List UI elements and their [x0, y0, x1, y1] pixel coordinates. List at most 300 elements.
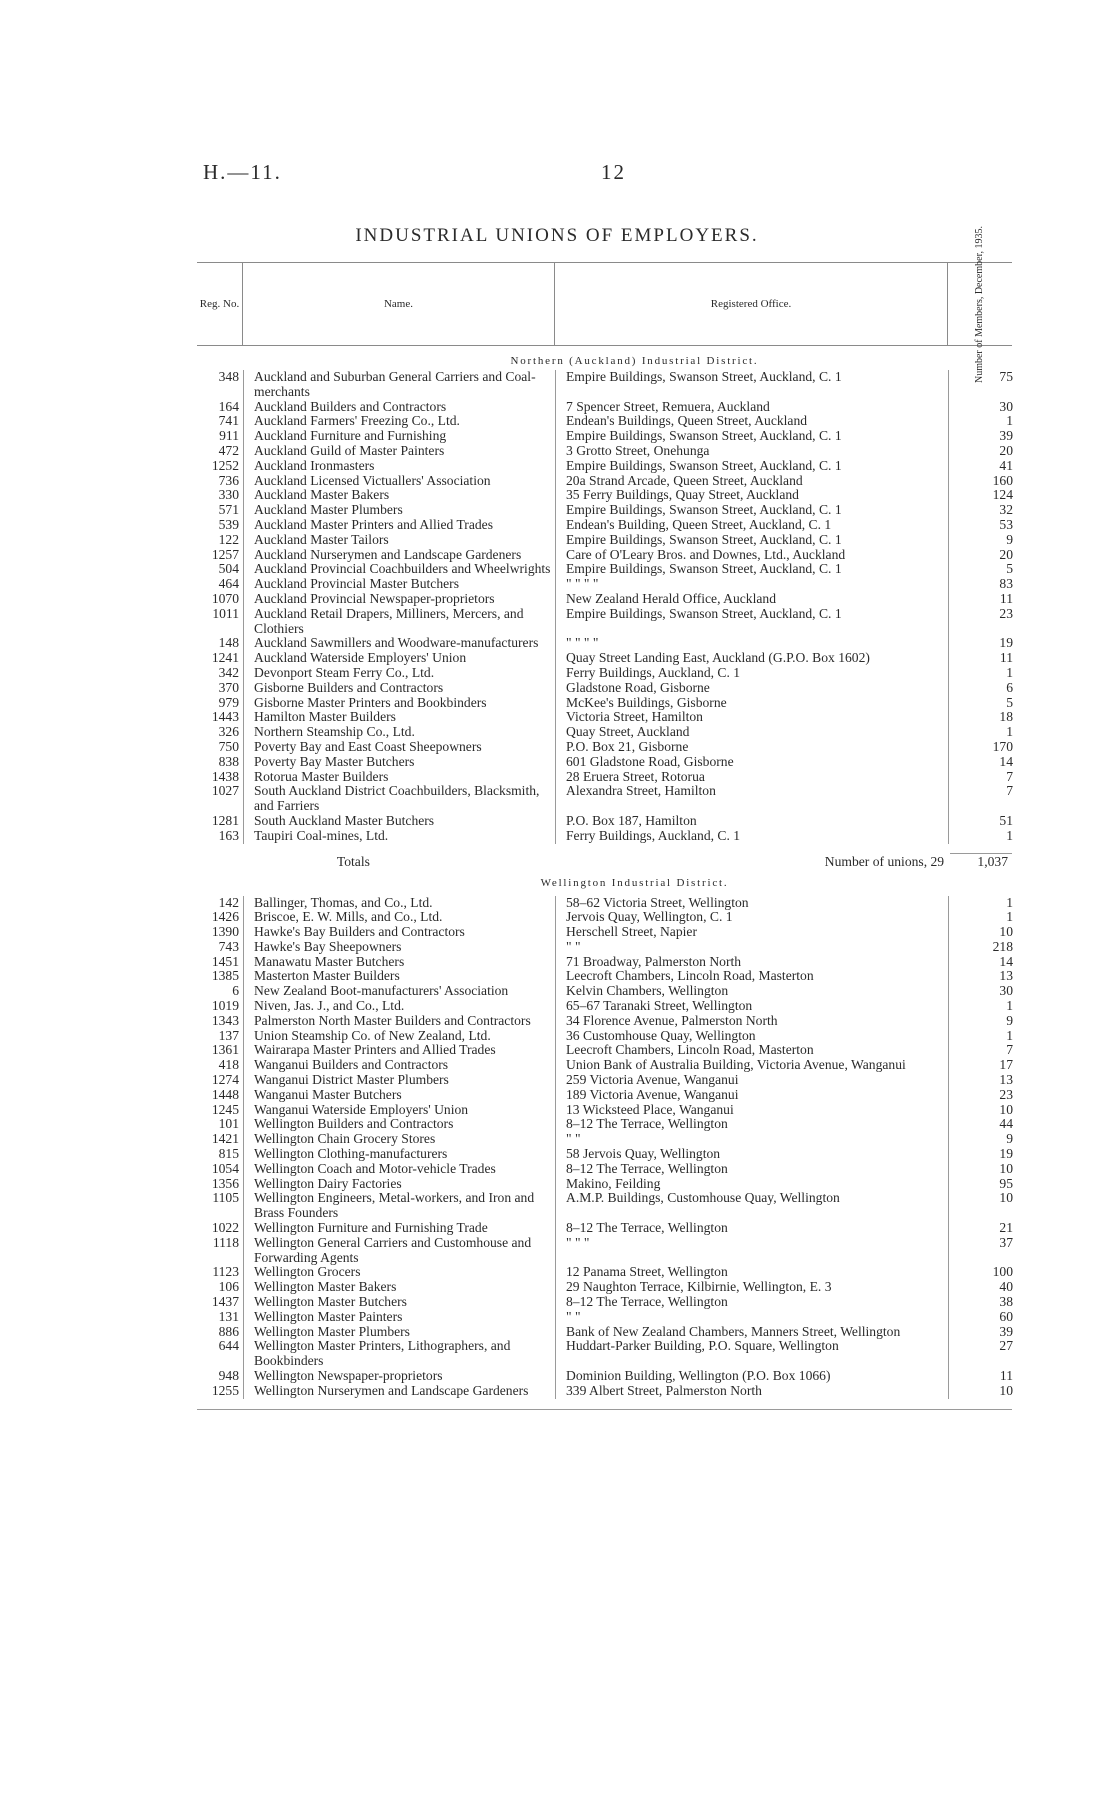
office-cell: New Zealand Herald Office, Auckland	[566, 590, 776, 606]
members-cell: 51	[999, 812, 1013, 828]
members-cell: 124	[992, 487, 1013, 503]
reg-cell: 750	[218, 738, 239, 754]
members-cell: 100	[992, 1264, 1013, 1280]
office-cell: Ferry Buildings, Auckland, C. 1	[566, 664, 741, 680]
reg-cell: 1437	[211, 1294, 239, 1310]
office-cell: Jervois Quay, Wellington, C. 1	[566, 909, 733, 925]
office-cell: Quay Street, Auckland	[566, 724, 690, 740]
reg-cell: 164	[218, 398, 239, 414]
members-cell: 10	[999, 1382, 1013, 1398]
table-row	[197, 1088, 1012, 1103]
table-row	[197, 1310, 1012, 1325]
reg-cell: 1257	[211, 546, 239, 562]
members-cell: 75	[999, 369, 1013, 384]
reg-cell: 1356	[211, 1175, 239, 1191]
name-cell: Auckland Sawmillers and Woodware-manufacturers	[254, 635, 539, 651]
reg-cell: 326	[218, 724, 239, 740]
table-row	[197, 1014, 1012, 1029]
office-cell: 189 Victoria Avenue, Wanganui	[566, 1086, 739, 1102]
office-cell: Alexandra Street, Hamilton	[566, 783, 716, 799]
members-cell: 39	[999, 1323, 1013, 1339]
name-cell: Wellington Builders and Contractors	[254, 1116, 454, 1132]
reg-cell: 472	[218, 442, 239, 458]
name-cell: Auckland Waterside Employers' Union	[254, 650, 467, 666]
table-row	[197, 710, 1012, 725]
table-row	[197, 1339, 1012, 1369]
table-row	[197, 1132, 1012, 1147]
name-cell: Wellington Master Butchers	[254, 1294, 407, 1310]
name-cell: Auckland Ironmasters	[254, 457, 375, 473]
reg-cell: 1390	[211, 924, 239, 940]
reg-cell: 1022	[211, 1220, 239, 1236]
table-row	[197, 429, 1012, 444]
table-row	[197, 896, 1012, 911]
office-cell: 58–62 Victoria Street, Wellington	[566, 894, 749, 910]
table-row	[197, 910, 1012, 925]
table-row	[197, 592, 1012, 607]
reg-cell: 137	[218, 1027, 239, 1043]
reg-cell: 1255	[211, 1382, 239, 1398]
table-row	[197, 1177, 1012, 1192]
reg-cell: 1019	[211, 998, 239, 1014]
reg-cell: 106	[218, 1279, 239, 1295]
table-row	[197, 1384, 1012, 1399]
office-cell: Empire Buildings, Swanson Street, Auckland, C. 1	[566, 561, 842, 577]
reg-cell: 1011	[212, 605, 239, 621]
office-cell: Huddart-Parker Building, P.O. Square, Wellington	[566, 1338, 839, 1354]
members-cell: 60	[999, 1308, 1013, 1324]
members-cell: 20	[999, 442, 1013, 458]
name-cell: Poverty Bay and East Coast Sheepowners	[254, 738, 482, 754]
office-cell: 259 Victoria Avenue, Wanganui	[566, 1072, 739, 1088]
reg-cell: 504	[218, 561, 239, 577]
table-row	[197, 503, 1012, 518]
reg-cell: 418	[218, 1057, 239, 1073]
name-cell: Wairarapa Master Printers and Allied Trades	[254, 1042, 496, 1058]
members-cell: 83	[999, 576, 1013, 592]
members-cell: 1	[1006, 894, 1013, 910]
name-cell: Auckland Master Bakers	[254, 487, 390, 503]
office-cell: Empire Buildings, Swanson Street, Auckland, C. 1	[566, 428, 842, 444]
office-cell: 29 Naughton Terrace, Kilbirnie, Wellington, E. 3	[566, 1279, 832, 1295]
name-cell: Wellington Chain Grocery Stores	[254, 1131, 436, 1147]
table-row	[197, 474, 1012, 489]
name-cell: Northern Steamship Co., Ltd.	[254, 724, 415, 740]
members-cell: 23	[999, 1086, 1013, 1102]
name-cell: Manawatu Master Butchers	[254, 953, 405, 969]
members-cell: 7	[1006, 783, 1013, 799]
office-cell: 36 Customhouse Quay, Wellington	[566, 1027, 756, 1043]
members-cell: 17	[999, 1057, 1013, 1073]
members-cell: 1	[1006, 909, 1013, 925]
reg-cell: 571	[218, 502, 239, 518]
reg-cell: 1105	[212, 1190, 239, 1206]
members-cell: 9	[1006, 1131, 1013, 1147]
members-cell: 53	[999, 516, 1013, 532]
table-row	[197, 1058, 1012, 1073]
members-cell: 13	[999, 968, 1013, 984]
office-cell: Makino, Feilding	[566, 1175, 661, 1191]
office-cell: 7 Spencer Street, Remuera, Auckland	[566, 398, 770, 414]
members-cell: 218	[992, 938, 1013, 954]
office-cell: Union Bank of Australia Building, Victoria Avenue, Wanganui	[566, 1057, 906, 1073]
name-cell: Auckland Provincial Newspaper-proprietors	[254, 590, 495, 606]
reg-cell: 1118	[212, 1234, 239, 1250]
name-cell: Wellington Nurserymen and Landscape Gardeners	[254, 1382, 529, 1398]
table-bottom-rule	[197, 1399, 1012, 1410]
reg-cell: 539	[218, 516, 239, 532]
totals-label: Totals	[336, 853, 370, 869]
table-row	[197, 459, 1012, 474]
office-cell: Empire Buildings, Swanson Street, Auckland, C. 1	[566, 369, 842, 384]
name-cell: Devonport Steam Ferry Co., Ltd.	[254, 664, 435, 680]
table-row	[197, 1073, 1012, 1088]
office-cell: McKee's Buildings, Gisborne	[566, 694, 727, 710]
reg-cell: 148	[218, 635, 239, 651]
office-cell: 58 Jervois Quay, Wellington	[566, 1146, 721, 1162]
office-cell: Ferry Buildings, Auckland, C. 1	[566, 827, 741, 843]
office-cell: " "	[566, 938, 581, 954]
table-row	[197, 518, 1012, 533]
page-number: 12	[601, 160, 626, 184]
name-cell: Wellington General Carriers and Customhouse and Forwarding Agents	[254, 1234, 532, 1265]
reg-cell: 1245	[211, 1101, 239, 1117]
office-cell: Endean's Buildings, Queen Street, Auckland	[566, 413, 808, 429]
reg-cell: 1421	[211, 1131, 239, 1147]
table-row	[197, 1369, 1012, 1384]
table-row	[197, 1191, 1012, 1221]
reg-cell: 1054	[211, 1160, 239, 1176]
table-row	[197, 533, 1012, 548]
page-header	[0, 160, 1114, 190]
district-heading-wellington: Wellington Industrial District.	[540, 876, 729, 889]
reg-cell: 979	[218, 694, 239, 710]
table-row	[197, 577, 1012, 592]
members-cell: 40	[999, 1279, 1013, 1295]
members-cell: 5	[1006, 561, 1013, 577]
members-cell: 11	[999, 650, 1013, 666]
office-cell: 35 Ferry Buildings, Quay Street, Auckland	[566, 487, 799, 503]
members-cell: 37	[999, 1234, 1013, 1250]
report-code: H.—11.	[203, 160, 282, 184]
table-row	[197, 999, 1012, 1014]
table-row	[197, 1103, 1012, 1118]
office-cell: P.O. Box 187, Hamilton	[566, 812, 697, 828]
table-row	[197, 1043, 1012, 1058]
name-cell: Auckland Master Printers and Allied Trades	[254, 516, 493, 532]
totals-row	[197, 844, 1012, 870]
members-cell: 1	[1006, 1027, 1013, 1043]
name-cell: Wellington Master Painters	[254, 1308, 403, 1324]
reg-cell: 886	[218, 1323, 239, 1339]
name-cell: Wellington Engineers, Metal-workers, and Iron and Brass Founders	[254, 1190, 535, 1221]
column-header-members-label: Number of Members, December, 1935.	[974, 225, 986, 383]
members-cell: 44	[999, 1116, 1013, 1132]
table-row	[197, 725, 1012, 740]
office-cell: Herschell Street, Napier	[566, 924, 697, 940]
name-cell: Taupiri Coal-mines, Ltd.	[254, 827, 389, 843]
members-cell: 21	[999, 1220, 1013, 1236]
members-cell: 1	[1006, 724, 1013, 740]
reg-cell: 348	[218, 369, 239, 384]
name-cell: Wellington Master Plumbers	[254, 1323, 410, 1339]
name-cell: New Zealand Boot-manufacturers' Association	[254, 983, 509, 999]
members-cell: 19	[999, 635, 1013, 651]
name-cell: Auckland Farmers' Freezing Co., Ltd.	[254, 413, 460, 429]
table-row	[197, 607, 1012, 637]
reg-cell: 1241	[211, 650, 239, 666]
reg-cell: 1252	[211, 457, 239, 473]
table-row	[197, 955, 1012, 970]
reg-cell: 644	[218, 1338, 239, 1354]
office-cell: 28 Eruera Street, Rotorua	[566, 768, 705, 784]
reg-cell: 1123	[212, 1264, 239, 1280]
name-cell: Auckland Guild of Master Painters	[254, 442, 445, 458]
members-cell: 32	[999, 502, 1013, 518]
members-cell: 13	[999, 1072, 1013, 1088]
table-row	[197, 969, 1012, 984]
members-cell: 30	[999, 983, 1013, 999]
members-cell: 9	[1006, 1012, 1013, 1028]
office-cell: " "	[566, 1131, 581, 1147]
office-cell: Victoria Street, Hamilton	[566, 709, 703, 725]
members-cell: 6	[1006, 679, 1013, 695]
column-header-reg: Reg. No.	[197, 263, 243, 345]
members-cell: 9	[1006, 531, 1013, 547]
name-cell: Auckland Builders and Contractors	[254, 398, 447, 414]
name-cell: Hawke's Bay Builders and Contractors	[254, 924, 465, 940]
office-cell: Quay Street Landing East, Auckland (G.P.O. Box 1602)	[566, 650, 870, 666]
members-cell: 1	[1006, 827, 1013, 843]
members-cell: 19	[999, 1146, 1013, 1162]
name-cell: Wanganui District Master Plumbers	[254, 1072, 449, 1088]
name-cell: Wellington Clothing-manufacturers	[254, 1146, 448, 1162]
name-cell: Wanganui Waterside Employers' Union	[254, 1101, 469, 1117]
table-row	[197, 1325, 1012, 1340]
office-cell: 65–67 Taranaki Street, Wellington	[566, 998, 753, 1014]
table-row	[197, 1147, 1012, 1162]
reg-cell: 838	[218, 753, 239, 769]
office-cell: 13 Wicksteed Place, Wanganui	[566, 1101, 734, 1117]
name-cell: Wellington Master Bakers	[254, 1279, 397, 1295]
members-cell: 18	[999, 709, 1013, 725]
reg-cell: 948	[218, 1368, 239, 1383]
reg-cell: 1426	[211, 909, 239, 925]
table-row	[197, 400, 1012, 415]
office-cell: " " "	[566, 1234, 590, 1250]
name-cell: Auckland Provincial Coachbuilders and Wheelwrights	[254, 561, 551, 577]
table-row	[197, 940, 1012, 955]
members-cell: 11	[999, 1368, 1013, 1383]
page-title: INDUSTRIAL UNIONS OF EMPLOYERS.	[355, 225, 759, 246]
reg-cell: 342	[218, 664, 239, 680]
name-cell: Auckland Nurserymen and Landscape Gardeners	[254, 546, 522, 562]
table-row	[197, 562, 1012, 577]
office-cell: " "	[566, 1308, 581, 1324]
name-cell: Wellington Coach and Motor-vehicle Trades	[254, 1160, 496, 1176]
office-cell: Leecroft Chambers, Lincoln Road, Masterton	[566, 968, 814, 984]
reg-cell: 743	[218, 938, 239, 954]
table-row	[197, 1295, 1012, 1310]
members-cell: 7	[1006, 1042, 1013, 1058]
reg-cell: 1443	[211, 709, 239, 725]
name-cell: Auckland Furniture and Furnishing	[254, 428, 447, 444]
table-row	[197, 681, 1012, 696]
office-cell: Care of O'Leary Bros. and Downes, Ltd., Auckland	[566, 546, 846, 562]
members-cell: 160	[992, 472, 1013, 488]
reg-cell: 1343	[211, 1012, 239, 1028]
office-cell: 8–12 The Terrace, Wellington	[566, 1116, 728, 1132]
members-cell: 14	[999, 953, 1013, 969]
reg-cell: 1281	[211, 812, 239, 828]
name-cell: Poverty Bay Master Butchers	[254, 753, 415, 769]
office-cell: Empire Buildings, Swanson Street, Auckland, C. 1	[566, 605, 842, 621]
office-cell: 12 Panama Street, Wellington	[566, 1264, 728, 1280]
office-cell: P.O. Box 21, Gisborne	[566, 738, 689, 754]
members-cell: 1	[1006, 413, 1013, 429]
members-cell: 39	[999, 428, 1013, 444]
members-cell: 23	[999, 605, 1013, 621]
office-cell: Bank of New Zealand Chambers, Manners Street, Wellington	[566, 1323, 901, 1339]
name-cell: Wellington Grocers	[254, 1264, 361, 1280]
district-heading-northern: Northern (Auckland) Industrial District.	[510, 355, 759, 367]
members-cell: 20	[999, 546, 1013, 562]
name-cell: Wellington Furniture and Furnishing Trade	[254, 1220, 488, 1236]
office-cell: " " " "	[566, 635, 599, 651]
name-cell: Auckland Retail Drapers, Milliners, Mercers, and Clothiers	[254, 605, 524, 636]
reg-cell: 101	[218, 1116, 239, 1132]
name-cell: Wellington Master Printers, Lithographers, and Bookbinders	[254, 1338, 511, 1369]
table-row	[197, 488, 1012, 503]
office-cell: A.M.P. Buildings, Customhouse Quay, Wellington	[566, 1190, 840, 1206]
reg-cell: 1027	[211, 783, 239, 799]
office-cell: 8–12 The Terrace, Wellington	[566, 1294, 728, 1310]
reg-cell: 1385	[211, 968, 239, 984]
reg-cell: 1438	[211, 768, 239, 784]
reg-cell: 815	[218, 1146, 239, 1162]
office-cell: 34 Florence Avenue, Palmerston North	[566, 1012, 778, 1028]
table-row	[197, 444, 1012, 459]
members-cell: 27	[999, 1338, 1013, 1354]
reg-cell: 1361	[211, 1042, 239, 1058]
members-cell: 1	[1006, 998, 1013, 1014]
members-cell: 14	[999, 753, 1013, 769]
name-cell: Wanganui Builders and Contractors	[254, 1057, 449, 1073]
office-cell: Dominion Building, Wellington (P.O. Box 1066)	[566, 1368, 831, 1383]
reg-cell: 6	[232, 983, 239, 999]
reg-cell: 142	[218, 894, 239, 910]
name-cell: Masterton Master Builders	[254, 968, 400, 984]
table-row	[197, 548, 1012, 563]
name-cell: Palmerston North Master Builders and Contractors	[254, 1012, 531, 1028]
table-row	[197, 1029, 1012, 1044]
members-cell: 10	[999, 924, 1013, 940]
name-cell: Briscoe, E. W. Mills, and Co., Ltd.	[254, 909, 443, 925]
table-row	[197, 784, 1012, 814]
office-cell: 339 Albert Street, Palmerston North	[566, 1382, 762, 1398]
name-cell: Gisborne Builders and Contractors	[254, 679, 444, 695]
table-row	[197, 1236, 1012, 1266]
table-row	[197, 814, 1012, 829]
table-row	[197, 414, 1012, 429]
office-cell: 20a Strand Arcade, Queen Street, Auckland	[566, 472, 803, 488]
reg-cell: 370	[218, 679, 239, 695]
name-cell: Niven, Jas. J., and Co., Ltd.	[254, 998, 405, 1014]
table-row	[197, 1265, 1012, 1280]
table-row	[197, 770, 1012, 785]
reg-cell: 1070	[211, 590, 239, 606]
name-cell: Union Steamship Co. of New Zealand, Ltd.	[254, 1027, 491, 1043]
office-cell: Endean's Building, Queen Street, Auckland, C. 1	[566, 516, 832, 532]
office-cell: 8–12 The Terrace, Wellington	[566, 1220, 728, 1236]
northern-rows	[197, 370, 1012, 844]
office-cell: 8–12 The Terrace, Wellington	[566, 1160, 728, 1176]
reg-cell: 464	[218, 576, 239, 592]
reg-cell: 1274	[211, 1072, 239, 1088]
table-row	[197, 829, 1012, 844]
reg-cell: 122	[218, 531, 239, 547]
office-cell: Leecroft Chambers, Lincoln Road, Masterton	[566, 1042, 814, 1058]
office-cell: Empire Buildings, Swanson Street, Auckland, C. 1	[566, 502, 842, 518]
name-cell: Ballinger, Thomas, and Co., Ltd.	[254, 894, 433, 910]
office-cell: Empire Buildings, Swanson Street, Auckland, C. 1	[566, 531, 842, 547]
table-row	[197, 740, 1012, 755]
table-row	[197, 755, 1012, 770]
members-cell: 11	[999, 590, 1013, 606]
members-cell: 1	[1006, 664, 1013, 680]
members-cell: 170	[992, 738, 1013, 754]
reg-cell: 330	[218, 487, 239, 503]
reg-cell: 1448	[211, 1086, 239, 1102]
table-row	[197, 984, 1012, 999]
members-cell: 7	[1006, 768, 1013, 784]
members-cell: 95	[999, 1175, 1013, 1191]
table-row	[197, 651, 1012, 666]
office-cell: 71 Broadway, Palmerston North	[566, 953, 742, 969]
members-cell: 30	[999, 398, 1013, 414]
table-row	[197, 925, 1012, 940]
table-row	[197, 1280, 1012, 1295]
office-cell: " " " "	[566, 576, 599, 592]
name-cell: South Auckland District Coachbuilders, Blacksmith, and Farriers	[254, 783, 540, 814]
members-cell: 10	[999, 1101, 1013, 1117]
office-cell: Empire Buildings, Swanson Street, Auckland, C. 1	[566, 457, 842, 473]
table-row	[197, 666, 1012, 681]
members-cell: 41	[999, 457, 1013, 473]
members-cell: 5	[1006, 694, 1013, 710]
members-cell: 10	[999, 1190, 1013, 1206]
table-row	[197, 1162, 1012, 1177]
reg-cell: 131	[218, 1308, 239, 1324]
name-cell: Wellington Dairy Factories	[254, 1175, 402, 1191]
totals-unions: Number of unions, 29	[824, 853, 945, 869]
name-cell: Gisborne Master Printers and Bookbinders	[254, 694, 487, 710]
name-cell: Wellington Newspaper-proprietors	[254, 1368, 443, 1383]
members-cell: 38	[999, 1294, 1013, 1310]
name-cell: Auckland Master Tailors	[254, 531, 389, 547]
name-cell: Auckland Master Plumbers	[254, 502, 403, 518]
name-cell: Hawke's Bay Sheepowners	[254, 938, 402, 954]
name-cell: Auckland Licensed Victuallers' Association	[254, 472, 491, 488]
reg-cell: 736	[218, 472, 239, 488]
office-cell: 3 Grotto Street, Onehunga	[566, 442, 710, 458]
office-cell: Gladstone Road, Gisborne	[566, 679, 710, 695]
table-row	[197, 1117, 1012, 1132]
column-header-office: Registered Office.	[555, 263, 948, 345]
office-cell: Kelvin Chambers, Wellington	[566, 983, 729, 999]
wellington-rows	[197, 896, 1012, 1399]
totals-members: 1,037	[950, 853, 1012, 870]
